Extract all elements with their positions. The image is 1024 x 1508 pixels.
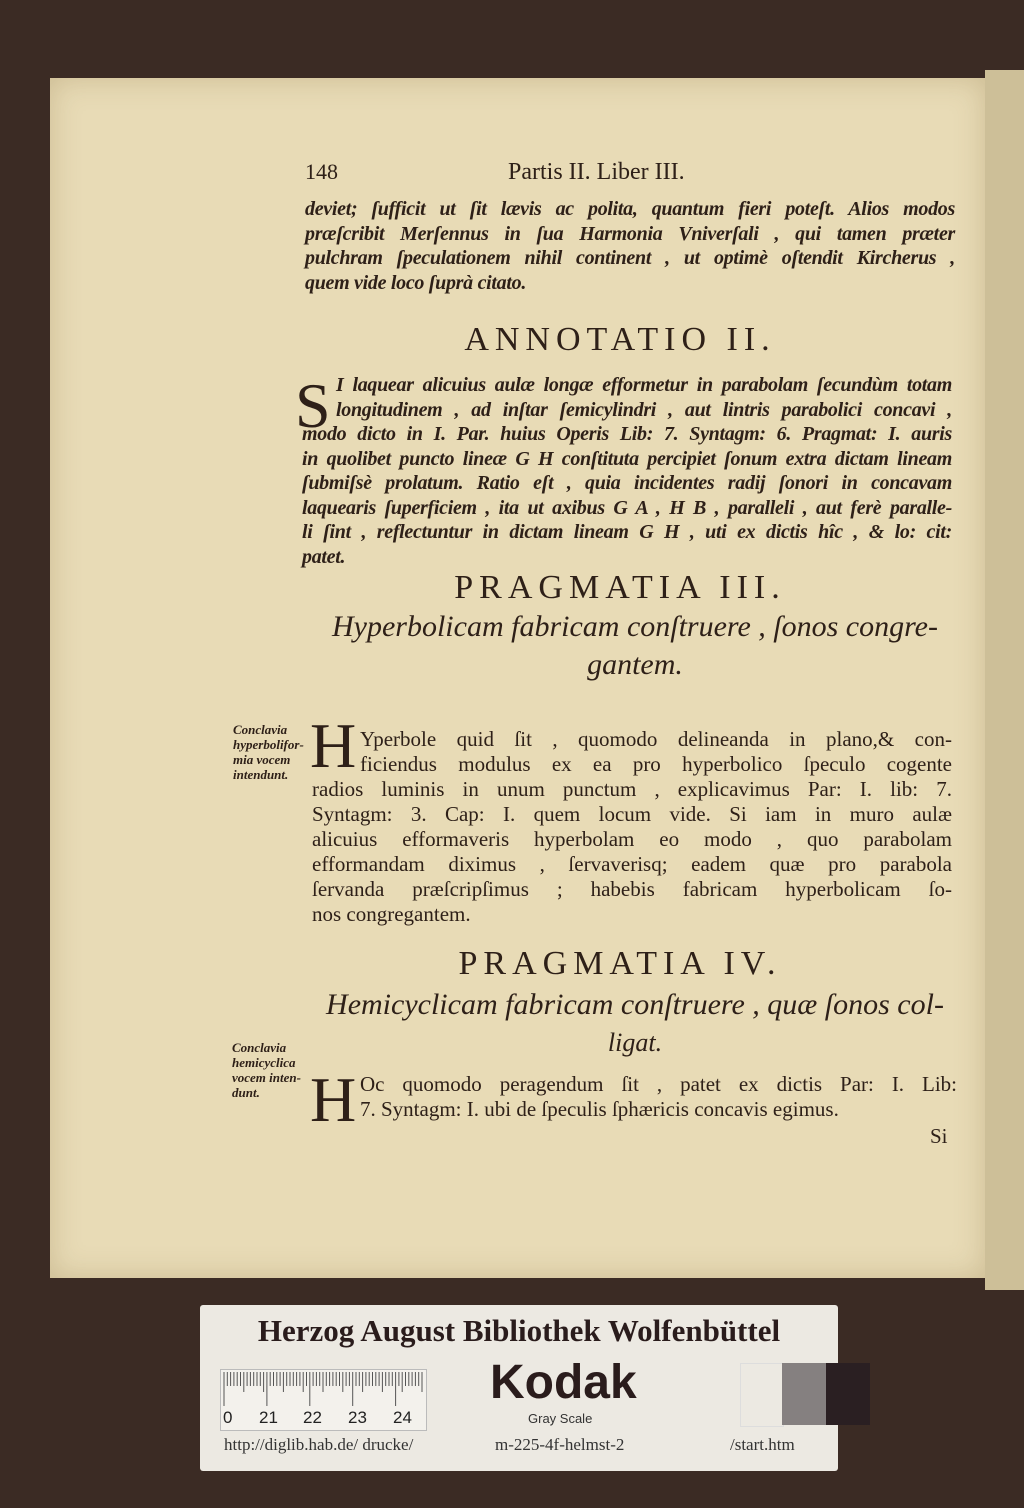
adjacent-page-edge xyxy=(985,70,1024,1290)
text-line: I laquear alicuius aulæ longæ efformetur in parabolam ſecundùm totam xyxy=(336,374,952,396)
text-line: Oc quomodo peragendum ſit , patet ex dictis Par: I. Lib: xyxy=(360,1072,957,1096)
gray-swatch-mid xyxy=(782,1363,826,1425)
text-line: efformandam diximus , ſervaverisq; eadem quæ pro parabola xyxy=(312,852,952,876)
text-line: ſubmiſsè prolatum. Ratio eſt , quia incidentes radij ſonori in concavam xyxy=(302,472,952,494)
url-middle: m-225-4f-helmst-2 xyxy=(495,1435,625,1454)
pragmatia-3-subtitle-2: gantem. xyxy=(587,648,683,681)
library-scan-label xyxy=(200,1305,838,1471)
drop-cap-h: H xyxy=(310,710,357,781)
margin-note-line: hemicyclica xyxy=(232,1055,296,1070)
text-line: in quolibet puncto lineæ G H conſtituta percipiet ſonum extra dictam lineam xyxy=(302,447,952,470)
margin-note-line: Conclavia xyxy=(232,1040,287,1055)
kodak-logo: Kodak xyxy=(490,1356,637,1409)
text-line: modo dicto in I. Par. huius Operis Lib: 7. Syntagm: 6. Pragmat: I. auris xyxy=(302,423,952,445)
ruler-number: 24 xyxy=(393,1408,412,1427)
gray-scale-label: Gray Scale xyxy=(528,1411,593,1426)
gray-swatch-dark xyxy=(826,1363,870,1425)
margin-note-line: vocem inten- xyxy=(232,1070,301,1085)
pragmatia-4-subtitle-1: Hemicyclicam fabricam conſtruere , quæ ſonos col- xyxy=(326,988,944,1021)
drop-cap-h-2: H xyxy=(310,1064,357,1135)
url-left: http://diglib.hab.de/ drucke/ xyxy=(224,1435,414,1454)
margin-note-line: hyperbolifor- xyxy=(233,737,304,752)
text-line: Syntagm: 3. Cap: I. quem locum vide. Si iam in muro aulæ xyxy=(312,802,952,826)
text-line: ficiendus modulus ex ea pro hyperbolico ſpeculo cogente xyxy=(360,752,952,776)
text-line: quem vide loco ſuprà citato. xyxy=(305,271,527,294)
margin-note-line: intendunt. xyxy=(233,767,289,782)
text-line: Yperbole quid ſit , quomodo delineanda in plano,& con- xyxy=(360,727,952,751)
drop-cap-s: S xyxy=(295,370,331,441)
running-title: Partis II. Liber III. xyxy=(508,159,685,185)
catchword: Si xyxy=(930,1124,948,1148)
page-number: 148 xyxy=(305,159,338,184)
text-line: ſervanda præſcripſimus ; habebis fabricam hyperbolicam ſo- xyxy=(312,877,952,901)
text-line: pulchram ſpeculationem nihil continent , ut optimè oſtendit Kircherus , xyxy=(305,247,955,269)
text-line: alicuius efformaveris hyperbolam eo modo , quo parabolam xyxy=(312,827,952,851)
ruler-number: 21 xyxy=(259,1408,278,1427)
pragmatia-4-subtitle-2: ligat. xyxy=(607,1028,663,1057)
ruler-number: 0 xyxy=(223,1408,233,1427)
margin-note-1 xyxy=(233,722,304,782)
text-line: radios luminis in unum punctum , explicavimus Par: I. lib: 7. xyxy=(312,777,952,801)
text-line: longitudinem , ad inſtar ſemicylindri , aut lintris parabolici concavi , xyxy=(336,398,952,421)
pragmatia-4-heading: PRAGMATIA IV. xyxy=(458,945,782,982)
text-line: præſcribit Merſennus in ſua Harmonia Vniverſali , qui tamen præter xyxy=(305,222,955,245)
ruler-number: 23 xyxy=(348,1408,367,1427)
text-line: 7. Syntagm: I. ubi de ſpeculis ſphæricis concavis egimus. xyxy=(360,1097,839,1121)
ruler xyxy=(220,1369,427,1431)
margin-note-2 xyxy=(232,1040,301,1100)
annotatio-heading: ANNOTATIO II. xyxy=(464,321,776,358)
gray-swatch-white xyxy=(740,1363,784,1427)
text-line: li ſint , reflectuntur in dictam lineam G H , uti ex dictis hîc , & lo: cit: xyxy=(302,521,952,543)
margin-note-line: dunt. xyxy=(232,1085,260,1100)
text-line: laquearis ſuperficiem , ita ut axibus G A , H B , paralleli , aut ferè paralle- xyxy=(302,496,952,519)
text-line: deviet; ſufficit ut ſit lævis ac polita, quantum fieri poteſt. Alios modos xyxy=(305,198,955,220)
margin-note-line: mia vocem xyxy=(233,752,291,767)
url-right: /start.htm xyxy=(730,1435,795,1454)
library-name: Herzog August Bibliothek Wolfenbüttel xyxy=(257,1313,781,1348)
pragmatia-3-subtitle-1: Hyperbolicam fabricam conſtruere , ſonos congre- xyxy=(332,610,938,643)
ruler-ticks xyxy=(221,1370,426,1406)
ruler-number: 22 xyxy=(303,1408,322,1427)
pragmatia-3-heading: PRAGMATIA III. xyxy=(454,569,786,606)
margin-note-line: Conclavia xyxy=(233,722,288,737)
text-line: nos congregantem. xyxy=(312,902,471,926)
text-line: patet. xyxy=(302,545,346,568)
